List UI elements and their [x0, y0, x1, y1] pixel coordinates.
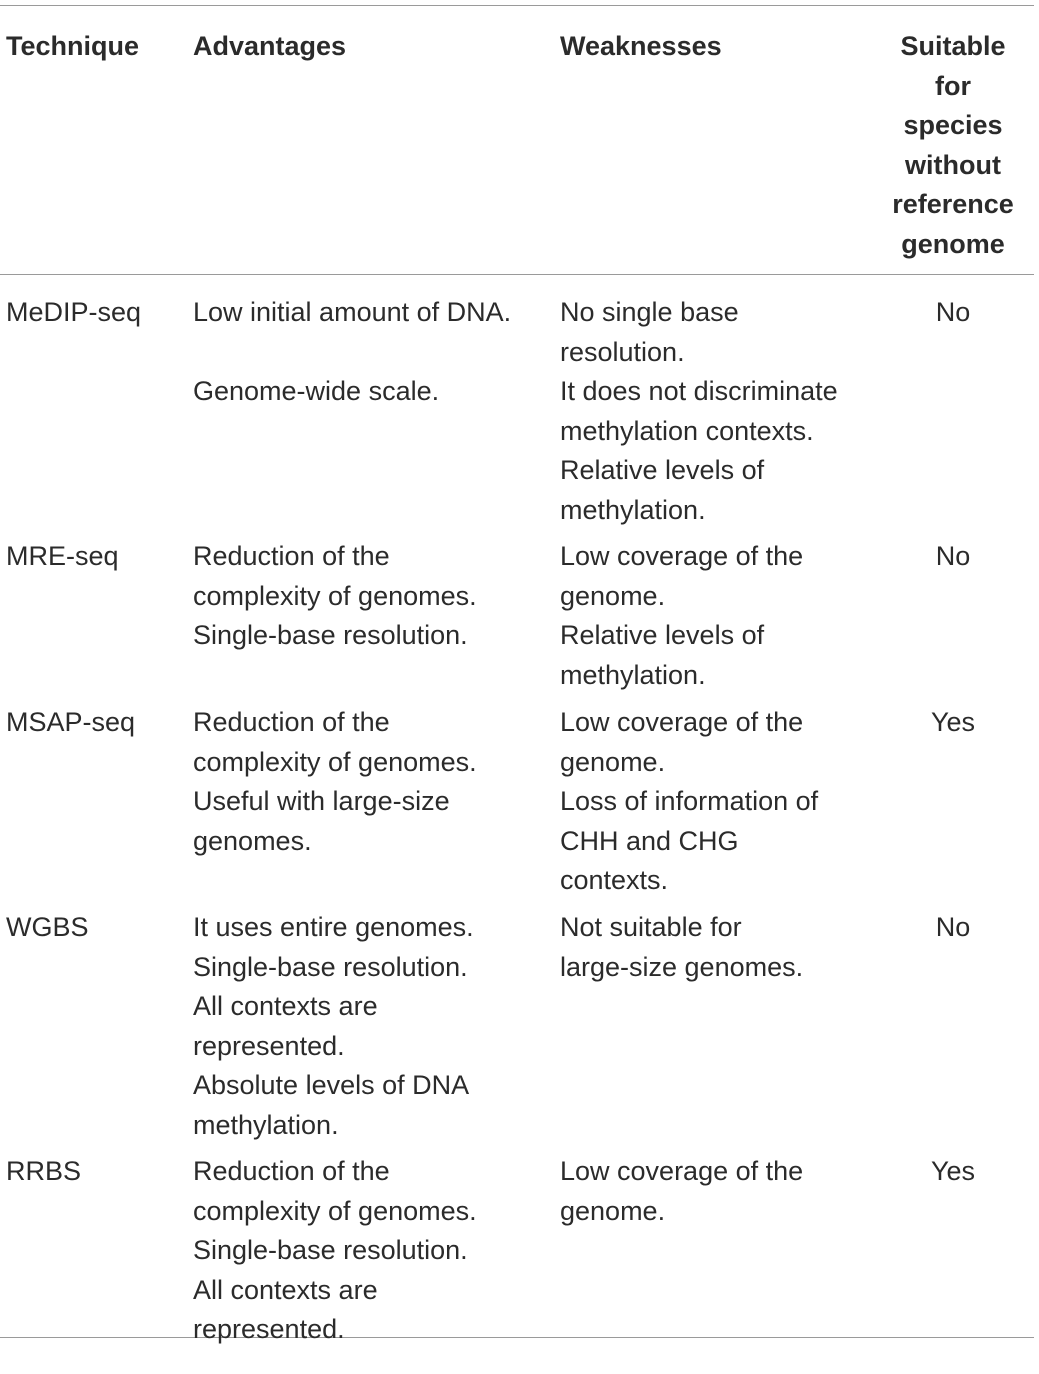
cell-advantages	[193, 1152, 560, 1344]
cell-weaknesses	[560, 703, 878, 908]
cell-advantages	[193, 537, 560, 703]
cell-suitable: No	[935, 297, 971, 327]
weakness-item: Relative levels of	[560, 455, 765, 485]
table-row	[0, 1152, 1034, 1344]
spacer	[193, 333, 560, 372]
weakness-item: It does not discriminate	[560, 376, 838, 406]
advantage-item: It uses entire genomes.	[193, 912, 474, 942]
weakness-item: Not suitable for	[560, 912, 742, 942]
cell-weaknesses	[560, 293, 878, 537]
weakness-item: Low coverage of the	[560, 1156, 804, 1186]
header-weaknesses: Weaknesses	[560, 31, 722, 61]
header-suitable-line: genome	[901, 228, 1005, 259]
cell-suitable: No	[935, 912, 971, 942]
advantage-item: methylation.	[193, 1109, 339, 1140]
header-suitable-line: without	[905, 149, 1001, 180]
advantage-item: Reduction of the	[193, 707, 390, 737]
header-suitable-line: Suitable	[900, 31, 1006, 61]
cell-advantages	[193, 908, 560, 1152]
header-suitable-line: for	[935, 70, 971, 101]
advantage-item: complexity of genomes.	[193, 1195, 477, 1226]
methylation-techniques-table	[0, 5, 1034, 1344]
table-body	[0, 275, 1034, 1344]
cell-technique: MSAP-seq	[6, 707, 136, 737]
advantage-item: All contexts are	[193, 991, 378, 1021]
advantage-item: Genome-wide scale.	[193, 375, 440, 406]
weakness-item: large-size genomes.	[560, 951, 804, 982]
header-suitable-line: reference	[892, 189, 1014, 219]
cell-suitable: Yes	[930, 707, 976, 737]
advantage-item: Single-base resolution.	[193, 1235, 468, 1265]
cell-weaknesses	[560, 1152, 878, 1337]
advantage-item: genomes.	[193, 825, 312, 856]
cell-weaknesses	[560, 537, 878, 703]
advantage-item: Single-base resolution.	[193, 620, 468, 650]
weakness-item: Loss of information of	[560, 786, 819, 816]
weakness-item: methylation contexts.	[560, 415, 814, 446]
table-header-row	[0, 6, 1034, 274]
advantage-item: Absolute levels of DNA	[193, 1070, 470, 1100]
weakness-item: genome.	[560, 746, 666, 777]
weakness-item: contexts.	[560, 865, 669, 895]
advantage-item: Useful with large-size	[193, 786, 450, 816]
weakness-item: genome.	[560, 1195, 666, 1226]
table-row	[0, 703, 1034, 908]
cell-technique: WGBS	[6, 912, 89, 942]
header-suitable-line: species	[903, 110, 1003, 140]
advantage-item: complexity of genomes.	[193, 746, 477, 777]
cell-technique: RRBS	[6, 1156, 82, 1186]
header-advantages: Advantages	[193, 31, 347, 61]
advantage-item: Reduction of the	[193, 1156, 390, 1186]
cell-weaknesses	[560, 908, 878, 1152]
cell-advantages	[193, 703, 560, 908]
header-technique: Technique	[6, 31, 140, 61]
advantage-item: Reduction of the	[193, 541, 390, 571]
cell-technique: MRE-seq	[6, 541, 119, 571]
header-suitable	[878, 27, 1028, 274]
weakness-item: methylation.	[560, 659, 706, 690]
weakness-item: methylation.	[560, 494, 706, 525]
advantage-item: represented.	[193, 1314, 345, 1344]
table-row	[0, 537, 1034, 703]
weakness-item: resolution.	[560, 336, 685, 367]
table-row	[0, 293, 1034, 537]
advantage-item: Single-base resolution.	[193, 951, 468, 982]
weakness-item: Low coverage of the	[560, 707, 804, 737]
cell-technique: MeDIP-seq	[6, 297, 142, 327]
weakness-item: Low coverage of the	[560, 541, 804, 571]
cell-advantages	[193, 293, 560, 537]
advantage-item: complexity of genomes.	[193, 580, 477, 611]
advantage-item: Low initial amount of DNA.	[193, 297, 512, 327]
advantage-item: represented.	[193, 1030, 345, 1061]
advantage-item: All contexts are	[193, 1274, 378, 1305]
weakness-item: Relative levels of	[560, 620, 765, 650]
cell-suitable: Yes	[930, 1156, 976, 1186]
weakness-item: CHH and CHG	[560, 825, 739, 856]
weakness-item: genome.	[560, 580, 666, 611]
weakness-item: No single base	[560, 297, 739, 327]
table-row	[0, 908, 1034, 1152]
cell-suitable: No	[935, 541, 971, 571]
